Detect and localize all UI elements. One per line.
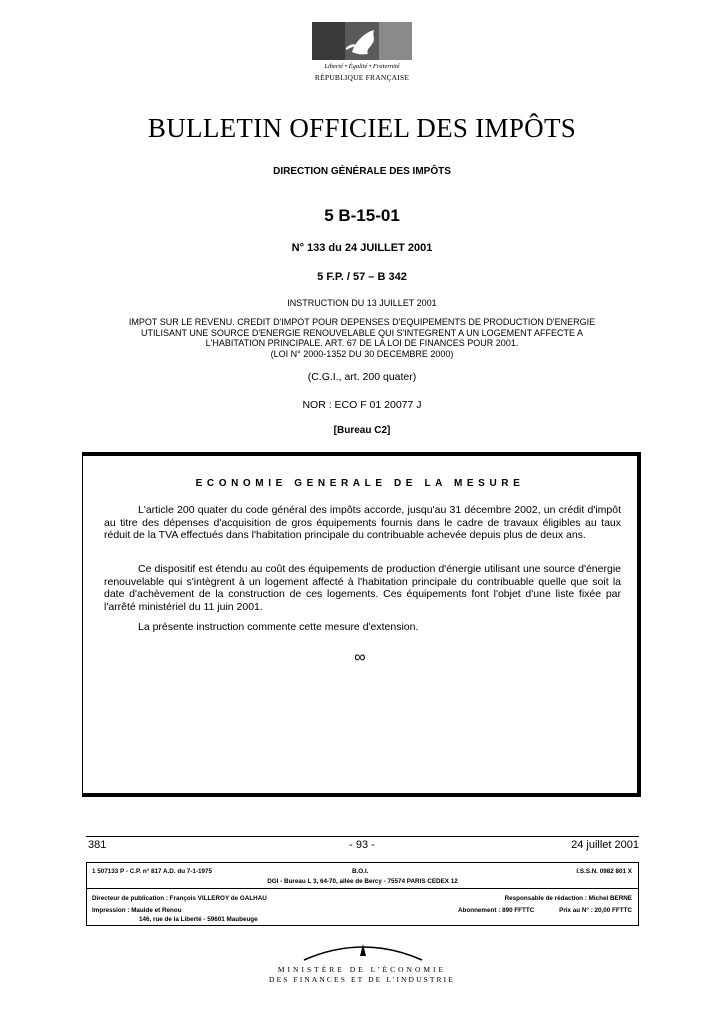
imprint-issn: I.S.S.N. 0982 801 X — [576, 868, 632, 875]
imprint-editor: Responsable de rédaction : Michel BERNE — [504, 895, 632, 902]
imprint-reference: 1 507133 P - C.P. n° 817 A.D. du 7-1-1975 — [92, 868, 213, 875]
imprint-address: DGI - Bureau L 3, 64-70, allée de Bercy - 75574 PARIS CEDEX 12 — [267, 878, 458, 885]
footer-date: 24 juillet 2001 — [571, 839, 639, 851]
subject-line: UTILISANT UNE SOURCE D'ENERGIE RENOUVELABLE QUI S'INTEGRENT A UN LOGEMENT AFFECTE A — [140, 327, 584, 338]
imprint-price: Prix au N° : 20,00 FFTTC — [559, 907, 632, 914]
bulletin-title: BULLETIN OFFICIEL DES IMPÔTS — [147, 113, 577, 143]
subject-line: L'HABITATION PRINCIPALE. ART. 67 DE LA LOI DE FINANCES POUR 2001. — [205, 338, 519, 348]
logo-republic-label: RÉPUBLIQUE FRANÇAISE — [314, 73, 410, 82]
subject-block — [0, 317, 724, 359]
imprint-printer-address: 146, rue de la Liberté - 59601 Maubeuge — [139, 916, 258, 923]
nor-reference: NOR : ECO F 01 20077 J — [302, 399, 422, 411]
imprint-box — [86, 862, 639, 926]
ministry-arc-icon — [302, 938, 424, 962]
summary-paragraph: La présente instruction commente cette mesure d'extension. — [138, 621, 419, 633]
cgi-reference: (C.G.I., art. 200 quater) — [307, 371, 417, 383]
footer-rule — [86, 836, 639, 837]
footer-page-number: - 93 - — [349, 839, 375, 851]
republique-francaise-logo — [312, 22, 412, 84]
end-mark-icon: ∞ — [354, 649, 366, 666]
imprint-subscription: Abonnement : 890 FFTTC — [458, 907, 535, 914]
imprint-divider — [87, 888, 638, 889]
subject-line: (LOI N° 2000-1352 DU 30 DECEMBRE 2000) — [270, 348, 454, 359]
ministry-name-line2: DES FINANCES ET DE L'INDUSTRIE — [269, 975, 455, 984]
summary-box-title: ECONOMIE GENERALE DE LA MESURE — [195, 478, 525, 489]
footer-number: 381 — [88, 839, 107, 851]
instruction-date: INSTRUCTION DU 13 JUILLET 2001 — [287, 298, 437, 308]
subject-line: IMPOT SUR LE REVENU. CREDIT D'IMPOT POUR DEPENSES D'EQUIPEMENTS DE PRODUCTION D'ENERGIE — [128, 317, 596, 327]
issue-number: N° 133 du 24 JUILLET 2001 — [291, 242, 433, 254]
marianne-emblem — [312, 22, 412, 60]
summary-paragraph: Ce dispositif est étendu au coût des équipements de production d'énergie utilisant une source d'énergie renouvelable qui s'intègrent à un logement affecté à l'habitation principale du contribuable quelle que soit la date d'achèvement de la construction de ces logements. Ces équipements font l'objet d'une liste fixée par l'arrêté ministériel du 11 juin 2001. — [104, 563, 621, 613]
direction-heading: DIRECTION GÉNÉRALE DES IMPÔTS — [273, 166, 451, 177]
imprint-director: Directeur de publication : François VILLEROY de GALHAU — [92, 895, 267, 902]
document-code: 5 B-15-01 — [324, 206, 400, 225]
classification-code: 5 F.P. / 57 – B 342 — [317, 271, 407, 283]
bureau-label: [Bureau C2] — [333, 425, 391, 436]
logo-motto: Liberté • Égalité • Fraternité — [324, 63, 400, 70]
summary-paragraph: L'article 200 quater du code général des impôts accorde, jusqu'au 31 décembre 2002, un crédit d'impôt au titre des dépenses d'acquisition de gros équipements fournis dans le cadre de travaux éligibles au taux réduit de la TVA effectués dans l'habitation principale du contribuable achevée depuis plus de deux ans. — [104, 504, 621, 542]
imprint-boi: B.O.I. — [352, 868, 369, 875]
imprint-printer: Impression : Maulde et Renou — [92, 907, 182, 914]
ministry-name-line1: MINISTÈRE DE L'ÉCONOMIE — [277, 965, 447, 974]
summary-box — [82, 452, 641, 797]
